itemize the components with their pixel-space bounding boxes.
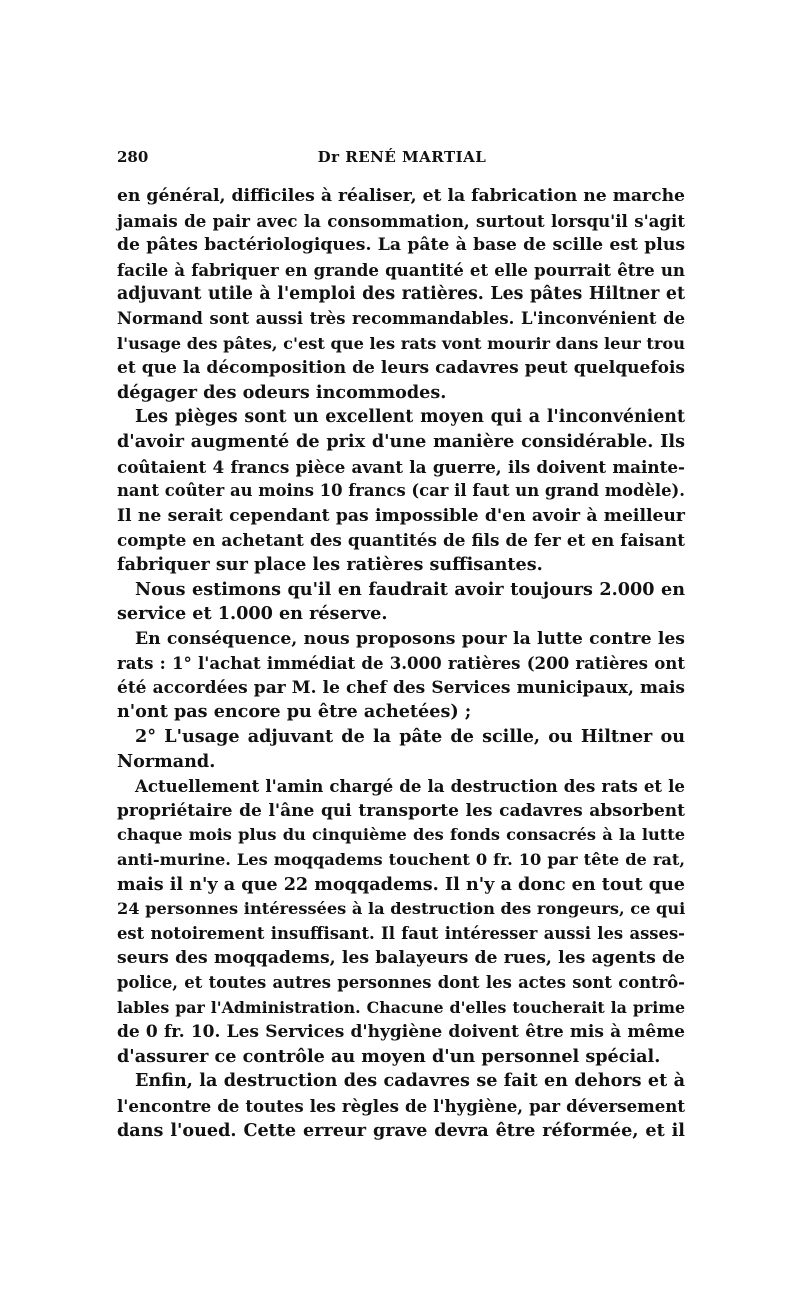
text-line: coûtaient 4 francs pièce avant la guerre, ils doivent mainte-	[117, 456, 685, 477]
text-line: Actuellement l'amin chargé de la destruction des rats et le	[135, 776, 685, 797]
text-line: Il ne serait cependant pas impossible d'en avoir à meilleur	[117, 505, 685, 526]
text-line: fabriquer sur place les ratières suffisantes.	[117, 553, 543, 575]
text-line: Normand sont aussi très recommandables. L'inconvénient de	[117, 308, 685, 328]
text-line: 2° L'usage adjuvant de la pâte de scille, ou Hiltner ou	[135, 726, 685, 748]
text-line: facile à fabriquer en grande quantité et elle pourrait être un	[117, 259, 685, 280]
text-line: police, et toutes autres personnes dont les actes sont contrô-	[117, 973, 685, 992]
text-line: d'avoir augmenté de prix d'une manière considérable. Ils	[117, 430, 685, 452]
text-line: 24 personnes intéressées à la destruction des rongeurs, ce qui	[117, 899, 686, 919]
text-line: Nous estimons qu'il en faudrait avoir toujours 2.000 en	[135, 578, 685, 600]
text-line: lables par l'Administration. Chacune d'elles toucherait la prime	[117, 997, 685, 1017]
text-line: propriétaire de l'âne qui transporte les cadavres absorbent	[117, 800, 685, 821]
text-line: chaque mois plus du cinquième des fonds consacrés à la lutte	[117, 825, 685, 845]
text-line: jamais de pair avec la consommation, surtout lorsqu'il s'agit	[117, 210, 685, 231]
text-line: anti-murine. Les moqqadems touchent 0 fr. 10 par tête de rat,	[117, 850, 685, 870]
text-line: de 0 fr. 10. Les Services d'hygiène doivent être mis à même	[117, 1022, 685, 1043]
text-line: mais il n'y a que 22 moqqadems. Il n'y a donc en tout que	[117, 873, 685, 895]
text-line: et que la décomposition de leurs cadavres peut quelquefois	[117, 358, 685, 379]
text-line: service et 1.000 en réserve.	[117, 603, 388, 625]
text-line: seurs des moqqadems, les balayeurs de rues, les agents de	[117, 948, 685, 969]
text-line: Normand.	[117, 750, 216, 772]
text-line: Enfin, la destruction des cadavres se fait en dehors et à	[135, 1070, 685, 1092]
text-line: est notoirement insuffisant. Il faut intéresser aussi les asses-	[117, 923, 685, 943]
text-line: nant coûter au moins 10 francs (car il faut un grand modèle).	[117, 481, 685, 501]
text-line: d'assurer ce contrôle au moyen d'un personnel spécial.	[117, 1045, 661, 1067]
text-line: n'ont pas encore pu être achetées) ;	[117, 701, 472, 723]
text-line: rats : 1° l'achat immédiat de 3.000 ratières (200 ratières ont	[117, 653, 685, 674]
text-line: dégager des odeurs incommodes.	[117, 381, 447, 403]
page-header	[117, 148, 687, 170]
text-line: l'encontre de toutes les règles de l'hygiène, par déversement	[117, 1095, 685, 1116]
text-line: Les pièges sont un excellent moyen qui a l'inconvénient	[135, 407, 685, 428]
text-line: compte en achetant des quantités de fils de fer et en faisant	[117, 530, 685, 551]
body-text	[117, 184, 685, 1143]
text-line: l'usage des pâtes, c'est que les rats vont mourir dans leur trou	[117, 333, 685, 353]
text-line: adjuvant utile à l'emploi des ratières. Les pâtes Hiltner et	[117, 284, 685, 305]
running-title: Dr RENÉ MARTIAL	[317, 148, 487, 166]
text-line: en général, difficiles à réaliser, et la fabrication ne marche	[117, 186, 685, 206]
text-line: de pâtes bactériologiques. La pâte à base de scille est plus	[117, 235, 685, 256]
text-line: En conséquence, nous proposons pour la lutte contre les	[135, 628, 685, 649]
page-number: 280	[117, 148, 149, 166]
text-line: été accordées par M. le chef des Services municipaux, mais	[117, 677, 685, 698]
text-line: dans l'oued. Cette erreur grave devra être réformée, et il	[117, 1119, 685, 1141]
